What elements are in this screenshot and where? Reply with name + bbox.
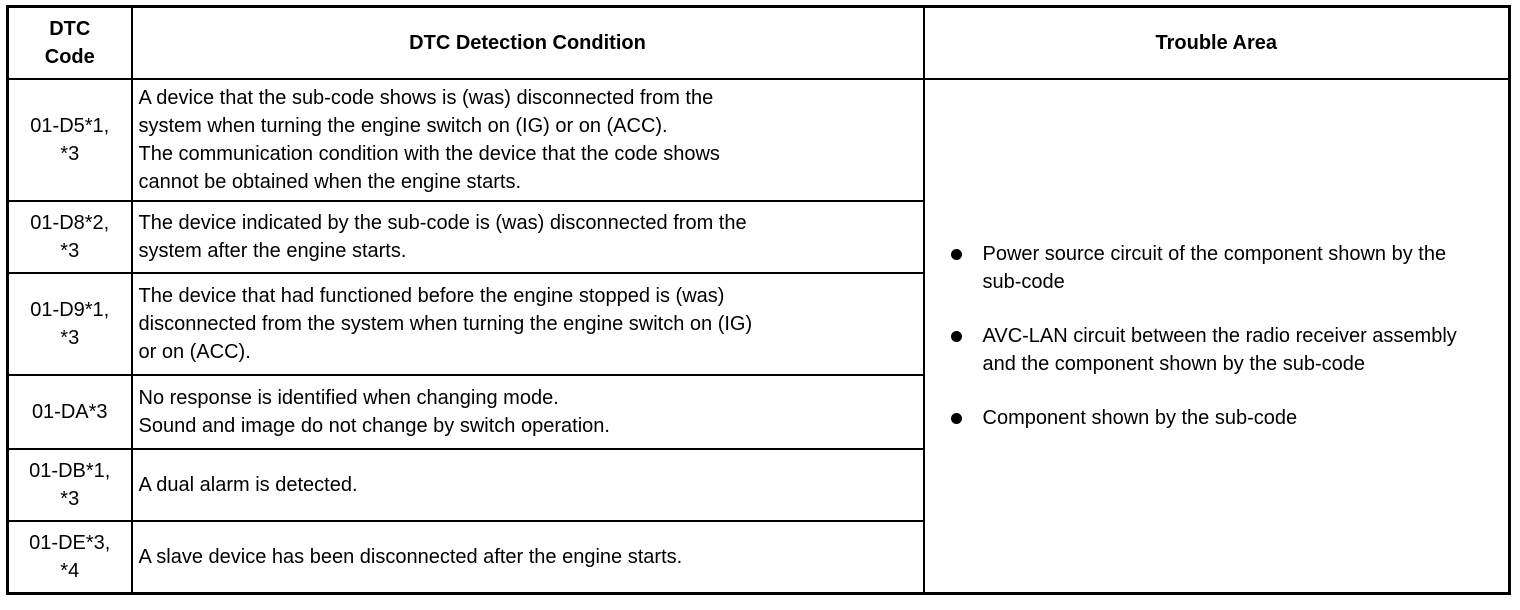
bullet-icon (951, 413, 962, 424)
trouble-area-item (947, 404, 1491, 432)
trouble-area-text: Component shown by the sub-code (982, 407, 1298, 429)
condition-line: A dual alarm is detected. (138, 474, 358, 496)
condition-line: The device indicated by the sub-code is (was) disconnected from the (138, 212, 747, 234)
condition-line: A slave device has been disconnected after the engine starts. (138, 546, 683, 568)
trouble-area-cell (924, 79, 1510, 594)
dtc-code-cell: 01-DB*1, *3 (8, 449, 132, 521)
dtc-table-wrapper (6, 5, 1511, 595)
bullet-icon (951, 249, 962, 260)
condition-cell (132, 375, 924, 449)
trouble-area-text: Power source circuit of the component shown by the sub-code (982, 243, 1447, 293)
dtc-code-cell: 01-D5*1, *3 (8, 79, 132, 201)
condition-line: The communication condition with the device that the code shows (138, 143, 720, 165)
condition-cell (132, 201, 924, 273)
condition-line: system after the engine starts. (138, 240, 407, 262)
condition-line: A device that the sub-code shows is (was) disconnected from the (138, 87, 714, 109)
condition-cell (132, 449, 924, 521)
trouble-area-text: AVC-LAN circuit between the radio receiver assembly and the component shown by the sub-code (982, 325, 1457, 375)
dtc-code-cell: 01-D9*1, *3 (8, 273, 132, 375)
dtc-table (6, 5, 1511, 595)
condition-line: No response is identified when changing mode. (138, 387, 559, 409)
condition-line: The device that had functioned before the engine stopped is (was) (138, 285, 725, 307)
dtc-code-cell: 01-DA*3 (8, 375, 132, 449)
condition-cell (132, 273, 924, 375)
bullet-icon (951, 331, 962, 342)
condition-line: cannot be obtained when the engine starts. (138, 171, 521, 193)
header-trouble-area: Trouble Area (924, 7, 1510, 80)
condition-line: Sound and image do not change by switch operation. (138, 415, 610, 437)
header-detection-condition: DTC Detection Condition (132, 7, 924, 80)
condition-line: system when turning the engine switch on (IG) or on (ACC). (138, 115, 668, 137)
condition-cell (132, 79, 924, 201)
header-row (8, 7, 1510, 80)
table-row (8, 79, 1510, 201)
condition-line: disconnected from the system when turning the engine switch on (IG) (138, 313, 753, 335)
header-dtc-code: DTC Code (8, 7, 132, 80)
trouble-area-item (947, 240, 1491, 296)
condition-line: or on (ACC). (138, 341, 251, 363)
condition-cell (132, 521, 924, 594)
dtc-code-cell: 01-D8*2, *3 (8, 201, 132, 273)
trouble-area-list (947, 240, 1491, 432)
dtc-code-cell: 01-DE*3, *4 (8, 521, 132, 594)
trouble-area-item (947, 322, 1491, 378)
